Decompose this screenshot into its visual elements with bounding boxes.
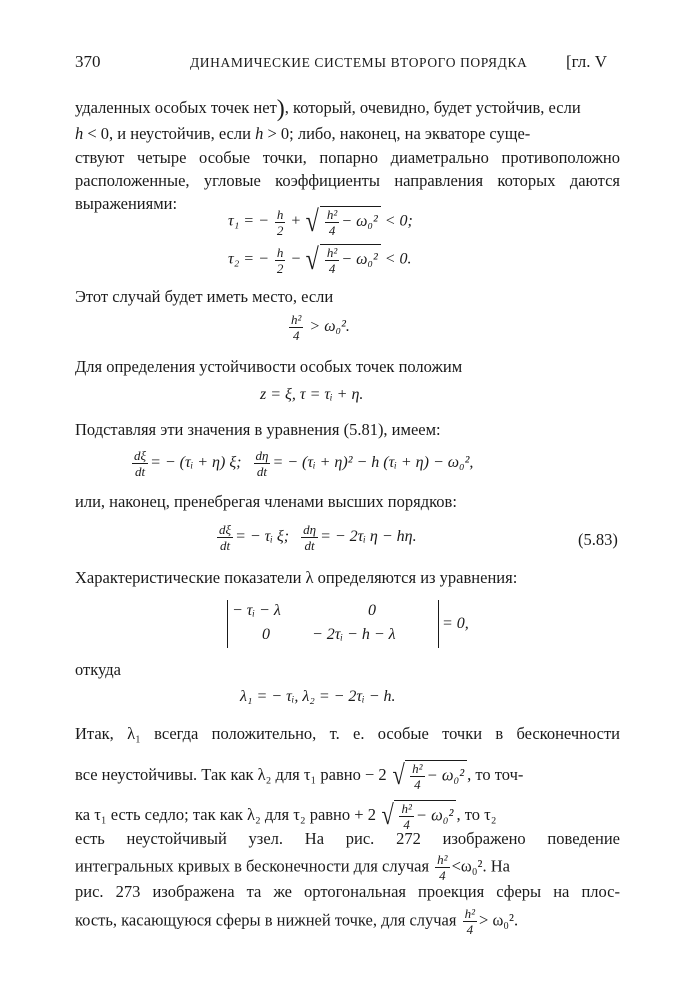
page-number: 370 <box>75 52 101 71</box>
running-title: ДИНАМИЧЕСКИЕ СИСТЕМЫ ВТОРОГО ПОРЯДКА <box>190 55 528 70</box>
equation-condition: $\frac{\text{h²}}{4}$ > ω₀². <box>291 312 350 343</box>
text-line-6: Этот случай будет иметь место, если <box>75 287 334 306</box>
text-line-9: или, наконец, пренебрегая членами высших порядков: <box>75 492 457 511</box>
text-line-16: интегральных кривых в бесконечности для случая $\frac{\text{h²}}{4}$ <ω₀². На <box>75 852 510 883</box>
determinant <box>227 600 439 648</box>
text-line-17: рис. 273 изображена та же ортогональная проекция сферы на плос- <box>75 882 620 901</box>
det-a22: − 2τᵢ − h − λ <box>312 626 396 643</box>
text-line-4: расположенные, угловые коэффициенты направления которых даются <box>75 171 620 190</box>
equation-system-full: $\frac{d\xi}{dt}$ = − (τᵢ + η) ξ; $\frac{d\eta}{dt}$ = − (τᵢ + η)² − h (τᵢ + η) − ω₀², <box>134 448 474 479</box>
text-line-1: удаленных особых точек нет), который, очевидно, будет устойчив, если <box>75 96 581 122</box>
equation-tau2: τ₂ = − $\frac{h}{2}$ − √ $\frac{\text{h²}}{4}$ − ω₀² < 0. <box>228 243 412 276</box>
equation-tau1: τ₁ = − $\frac{h}{2}$ + √ $\frac{\text{h²}}{4}$ − ω₀² < 0; <box>228 205 413 238</box>
text-line-13: все неустойчивы. Так как λ₂ для τ₁ равно − 2 √ $\frac{\text{h²}}{4}$ − ω₀² , то точ- <box>75 760 524 792</box>
text-line-10: Характеристические показатели λ определяются из уравнения: <box>75 568 518 587</box>
text-line-3: ствуют четыре особые точки, попарно диаметрально противоположно <box>75 148 620 167</box>
det-a11: − τᵢ − λ <box>232 602 281 619</box>
text-line-18: кость, касающуюся сферы в нижней точке, для случая $\frac{\text{h²}}{4}$ > ω₀². <box>75 906 519 937</box>
determinant-rhs: = 0, <box>442 615 469 632</box>
text-line-8: Подставляя эти значения в уравнения (5.81), имеем: <box>75 420 441 439</box>
equation-number: (5.83) <box>578 530 618 549</box>
text-line-5: выражениями: <box>75 194 178 213</box>
text-line-14: ка τ₁ есть седло; так как λ₂ для τ₂ равно + 2 √ $\frac{\text{h²}}{4}$ − ω₀² , то τ₂ <box>75 800 497 832</box>
text-line-12: Итак, λ₁ всегда положительно, т. е. особые точки в бесконечности <box>75 724 620 743</box>
equation-lambdas: λ₁ = − τᵢ, λ₂ = − 2τᵢ − h. <box>240 688 396 705</box>
det-a21: 0 <box>262 626 270 643</box>
chapter-marker: [гл. V <box>566 52 608 71</box>
text-line-15: есть неустойчивый узел. На рис. 272 изображено поведение <box>75 829 620 848</box>
text-line-7: Для определения устойчивости особых точек положим <box>75 357 463 376</box>
equation-substitution: z = ξ, τ = τᵢ + η. <box>260 386 364 403</box>
text-line-2: h < 0, и неустойчив, если h > 0; либо, наконец, на экваторе суще- <box>75 124 531 143</box>
text-line-11: откуда <box>75 660 121 679</box>
equation-system-linear: $\frac{d\xi}{dt}$ = − τᵢ ξ; $\frac{d\eta}{dt}$ = − 2τᵢ η − hη. <box>219 522 417 553</box>
det-a12: 0 <box>368 602 376 619</box>
